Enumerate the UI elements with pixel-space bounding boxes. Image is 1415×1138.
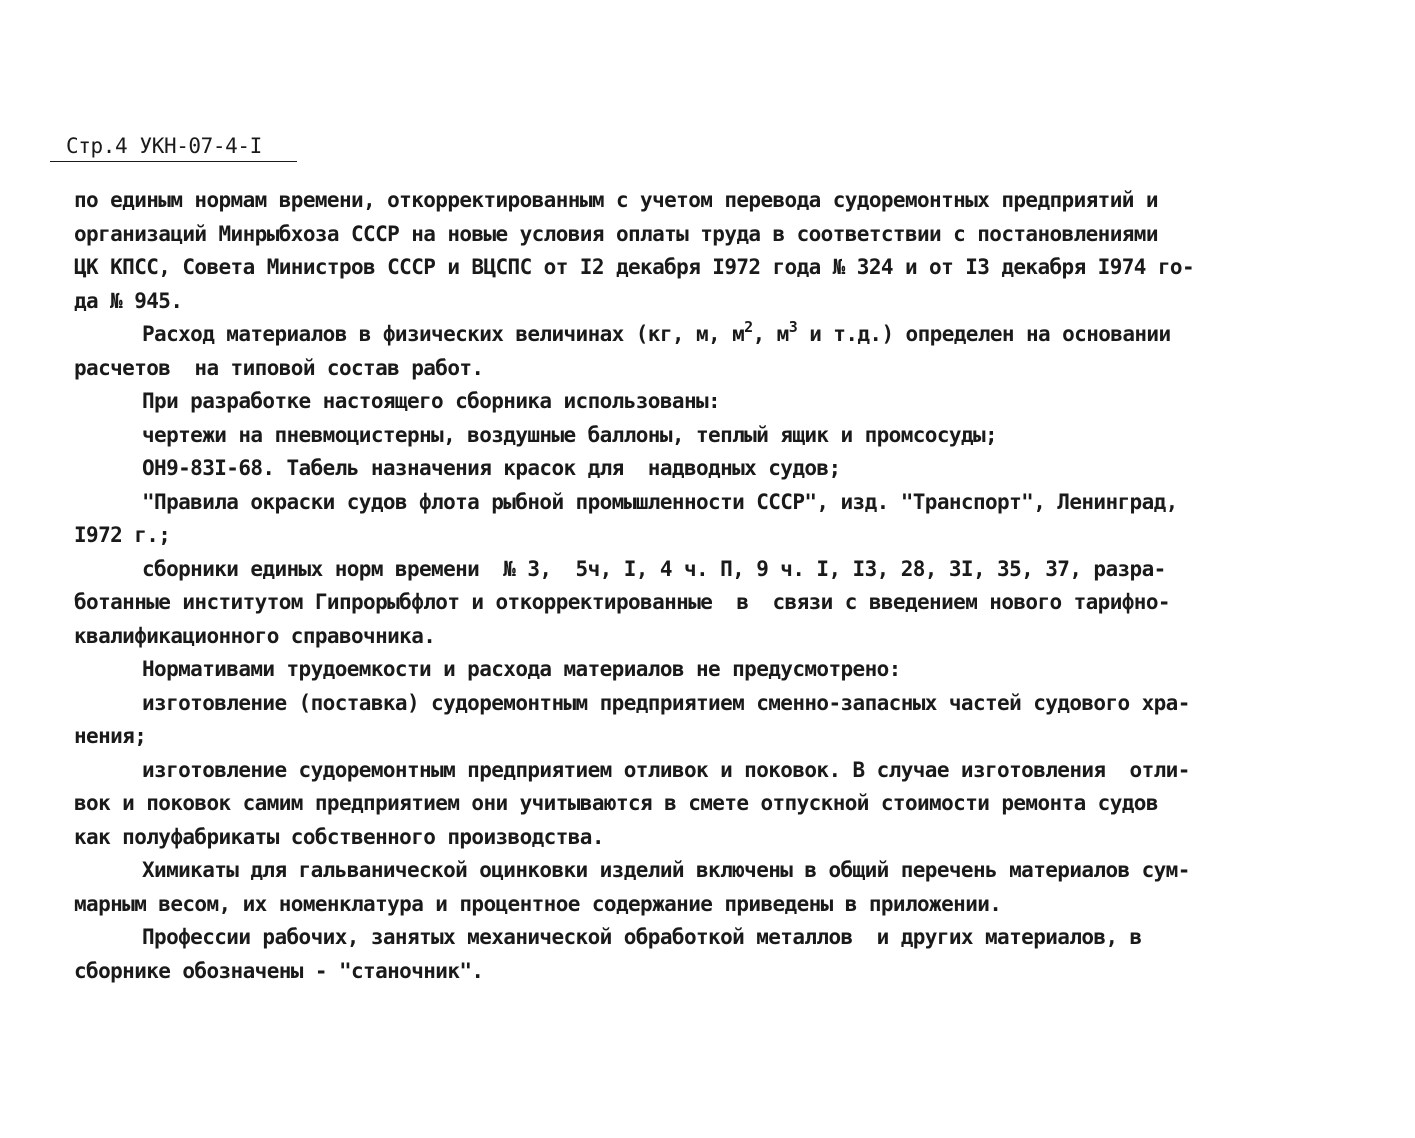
text-line: по единым нормам времени, откорректированным с учетом перевода судоремонтных предприятий и [74,188,1158,212]
text-line: Профессии рабочих, занятых механической обработкой металлов и других материалов, в [142,925,1142,949]
text-line: нения; [74,724,147,748]
text-line: "Правила окраски судов флота рыбной промышленности СССР", изд. "Транспорт", Ленинград, [142,489,1178,514]
text-line-with-superscripts [74,318,1344,352]
text-line: Нормативами трудоемкости и расхода материалов не предусмотрено: [142,657,901,681]
text-line: ОН9-83I-68. Табель назначения красок для надводных судов; [142,456,841,480]
text-segment: , м [752,322,789,346]
text-line: ЦК КПСС, Совета Министров СССР и ВЦСПС от I2 декабря I972 года № 324 и от I3 декабря I974 го- [74,255,1195,279]
text-line: сборники единых норм времени № 3, 5ч, I, 4 ч. П, 9 ч. I, I3, 28, 3I, 35, 37, разра- [142,556,1166,581]
body-text [74,184,1344,988]
text-line: Химикаты для гальванической оцинковки изделий включены в общий перечень материалов сум- [142,858,1190,882]
text-line: квалификационного справочника. [74,623,436,648]
text-segment: и т.д.) определен на основании [797,322,1171,346]
text-line: ботанные институтом Гипрорыбфлот и откорректированные в связи с введением нового тарифно- [74,590,1170,614]
page-header: Стр.4 УКН-07-4-I [66,134,262,158]
text-line: изготовление (поставка) судоремонтным предприятием сменно-запасных частей судового хра- [142,690,1190,715]
header-underline [50,161,297,162]
superscript: 3 [788,318,798,336]
text-line: I972 г.; [74,523,171,547]
text-segment: Расход материалов в физических величинах (кг, м, м [142,322,745,346]
text-line: марным весом, их номенклатура и процентное содержание приведены в приложении. [74,891,1002,916]
text-line: сборнике обозначены - "станочник". [74,958,484,983]
text-line: да № 945. [74,288,183,313]
text-line: вок и поковок самим предприятием они учитываются в смете отпускной стоимости ремонта судов [74,791,1158,815]
text-line: организаций Минрыбхоза СССР на новые условия оплаты труда в соответствии с постановлениями [74,221,1158,246]
text-line: чертежи на пневмоцистерны, воздушные баллоны, теплый ящик и промсосуды; [142,422,998,447]
text-line: расчетов на типовой состав работ. [74,355,484,380]
text-line: При разработке настоящего сборника использованы: [142,389,721,413]
text-line: изготовление судоремонтным предприятием отливок и поковок. В случае изготовления отли- [142,757,1190,782]
superscript: 2 [744,318,753,336]
text-line: как полуфабрикаты собственного производства. [74,824,604,849]
